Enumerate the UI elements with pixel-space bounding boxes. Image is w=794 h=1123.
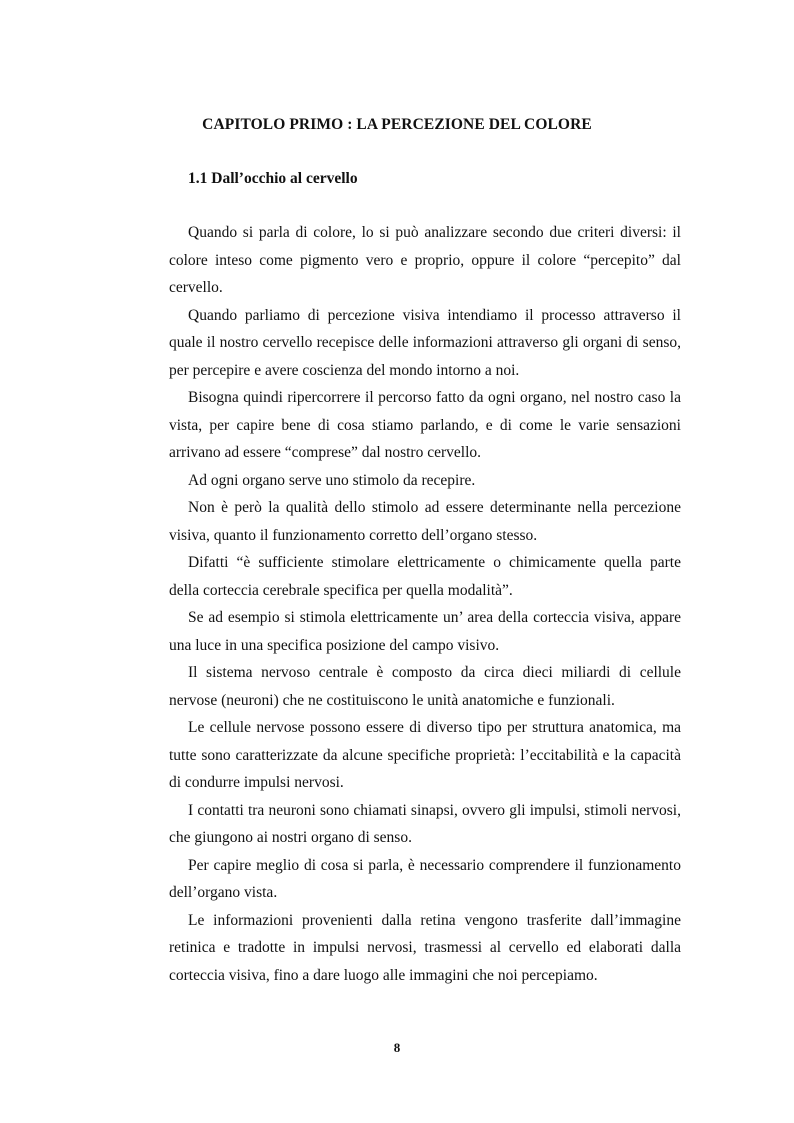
paragraph: Per capire meglio di cosa si parla, è necessario comprendere il funzionamento dell’organo vista. (169, 856, 681, 901)
paragraph: Quando parliamo di percezione visiva intendiamo il processo attraverso il quale il nostro cervello recepisce delle informazioni attraverso gli organi di senso, per percepire e avere coscienza del mondo intorno a noi. (169, 306, 681, 379)
paragraph: Difatti “è sufficiente stimolare elettricamente o chimicamente quella parte della corteccia cerebrale specifica per quella modalità”. (169, 554, 681, 599)
page-number: 8 (393, 1040, 401, 1055)
body-text (169, 219, 681, 989)
paragraph: Le cellule nervose possono essere di diverso tipo per struttura anatomica, ma tutte sono caratterizzate da alcune specifiche proprietà: l’eccitabilità e la capacità di condurre impulsi nervosi. (169, 719, 681, 791)
paragraph: I contatti tra neuroni sono chiamati sinapsi, ovvero gli impulsi, stimoli nervosi, che giungono ai nostri organo di senso. (169, 801, 681, 846)
paragraph: Il sistema nervoso centrale è composto da circa dieci miliardi di cellule nervose (neuroni) che ne costituiscono le unità anatomiche e funzionali. (169, 664, 681, 709)
paragraph: Ad ogni organo serve uno stimolo da recepire. (188, 471, 476, 489)
paragraph: Quando si parla di colore, lo si può analizzare secondo due criteri diversi: il colore inteso come pigmento vero e proprio, oppure il colore “percepito” dal cervello. (169, 224, 681, 296)
paragraph: Non è però la qualità dello stimolo ad essere determinante nella percezione visiva, quanto il funzionamento corretto dell’organo stesso. (169, 499, 681, 544)
section-title: 1.1 Dall’occhio al cervello (188, 170, 358, 187)
paragraph: Bisogna quindi ripercorrere il percorso fatto da ogni organo, nel nostro caso la vista, per capire bene di cosa stiamo parlando, e di come le varie sensazioni arrivano ad essere “comprese” dal nostro cervello. (169, 389, 681, 461)
paragraph: Le informazioni provenienti dalla retina vengono trasferite dall’immagine retinica e tradotte in impulsi nervosi, trasmessi al cervello ed elaborati dalla corteccia visiva, fino a dare luogo alle immagini che noi percepiamo. (169, 911, 681, 984)
paragraph: Se ad esempio si stimola elettricamente un’ area della corteccia visiva, appare una luce in una specifica posizione del campo visivo. (169, 609, 681, 654)
chapter-title: CAPITOLO PRIMO : LA PERCEZIONE DEL COLORE (202, 116, 592, 133)
